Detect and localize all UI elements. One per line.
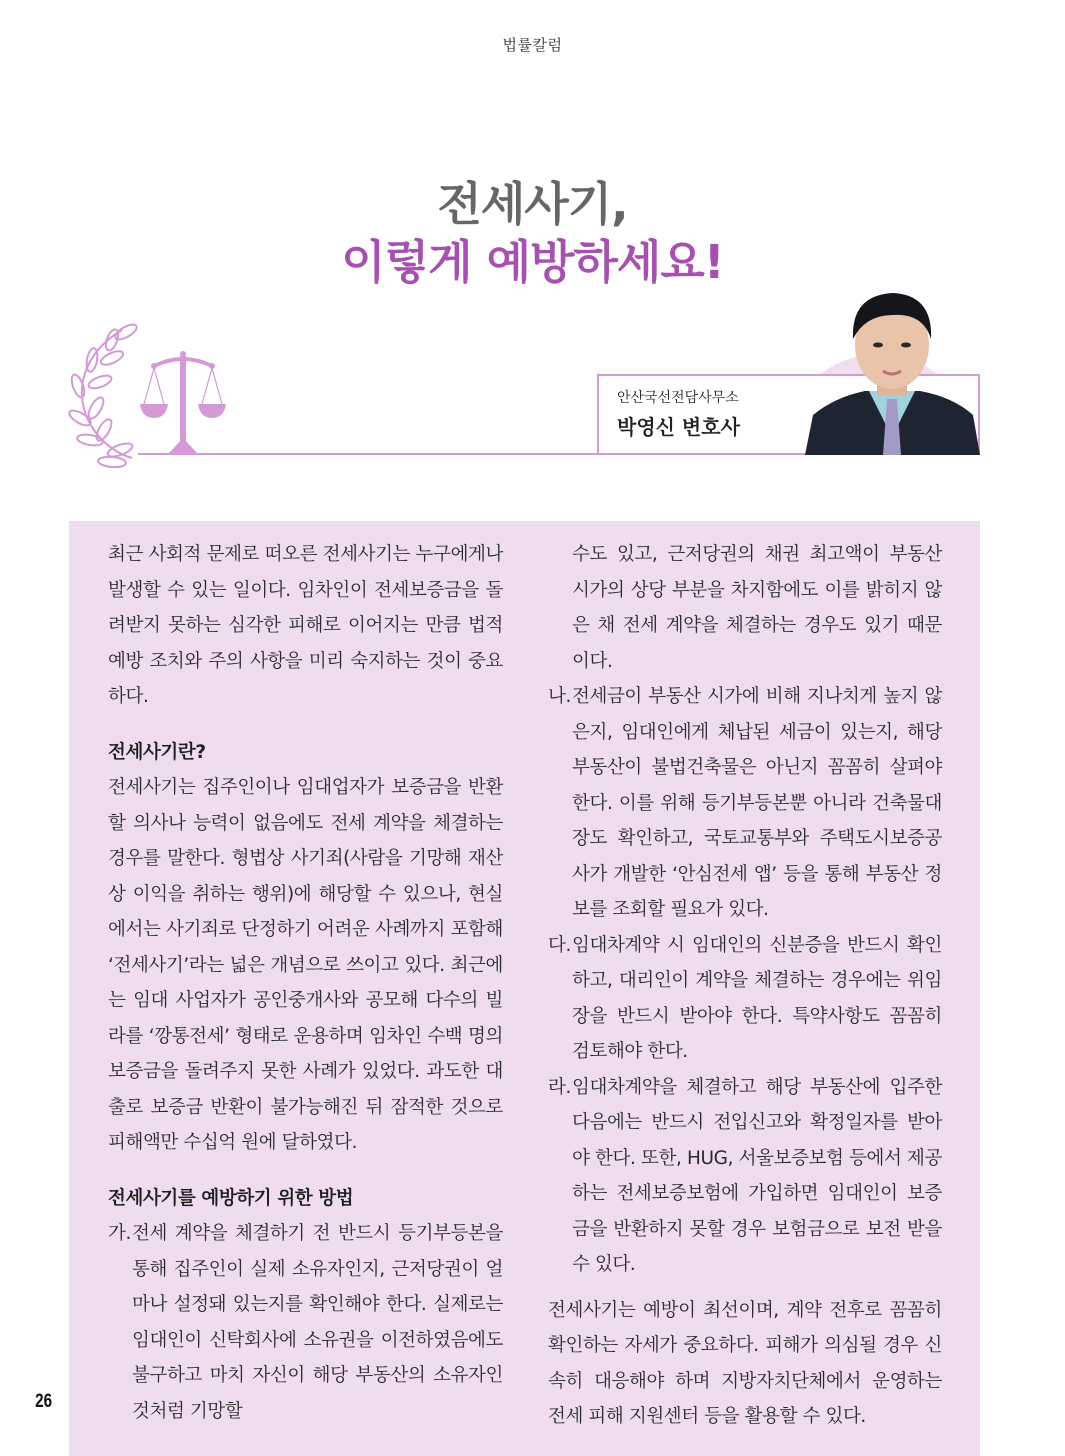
byline-author: 박영신 변호사	[617, 415, 740, 439]
article-column-left	[108, 537, 503, 1429]
list-item-text: 전세 계약을 체결하기 전 반드시 등기부등본을 통해 집주인이 실제 소유자인지, 근저당권이 얼마나 설정돼 있는지를 확인해야 한다. 실제로는 임대인이 신탁회사에 소유권을 이전하였음에도 불구하고 마치 자신이 해당 부동산의 소유자인 것처럼 기망할	[132, 1223, 503, 1422]
section-heading-what-is: 전세사기란?	[108, 741, 206, 763]
laurel-scales-illustration	[60, 318, 270, 468]
author-photo	[805, 287, 980, 455]
conclusion-paragraph: 전세사기는 예방이 최선이며, 계약 전후로 꼼꼼히 확인하는 자세가 중요하다. 피해가 의심될 경우 신속히 대응해야 하며 지방자치단체에서 운영하는 전세 피해 지원센터 등을 활용할 수 있다.	[548, 1299, 942, 1427]
list-marker: 가.	[108, 1223, 131, 1244]
intro-paragraph: 최근 사회적 문제로 떠오른 전세사기는 누구에게나 발생할 수 있는 일이다. 임차인이 전세보증금을 돌려받지 못하는 심각한 피해로 이어지는 만큼 법적 예방 조치와 주의 사항을 미리 숙지하는 것이 중요하다.	[108, 544, 503, 707]
list-marker: 다.	[548, 934, 571, 956]
list-item-text: 수도 있고, 근저당권의 채권 최고액이 부동산 시가의 상당 부분을 차지함에도 이를 밝히지 않은 채 전세 계약을 체결하는 경우도 있기 때문이다.	[572, 544, 942, 672]
page-number: 26	[35, 1391, 53, 1412]
laurel-branch-icon	[67, 322, 139, 468]
list-marker: 나.	[548, 686, 571, 707]
page-title-line1: 전세사기,	[437, 177, 628, 231]
section-label: 법률칼럼	[502, 36, 563, 54]
prevention-item-ga-continued	[548, 537, 942, 679]
list-item-text: 임대차계약을 체결하고 해당 부동산에 입주한 다음에는 반드시 전입신고와 확정일자를 받아야 한다. 또한, HUG, 서울보증보험 등에서 제공하는 전세보증보험에 가입하면 임대인이 보증금을 반환하지 못할 경우 보험금으로 보전 받을 수 있다.	[572, 1076, 942, 1275]
section-body-what-is: 전세사기는 집주인이나 임대업자가 보증금을 반환할 의사나 능력이 없음에도 전세 계약을 체결하는 경우를 말한다. 형법상 사기죄(사람을 기망해 재산상 이익을 취하는 행위)에 해당할 수 있으나, 현실에서는 사기죄로 단정하기 어려운 사례까지 포함해 ‘전세사기’라는 넓은 개념으로 쓰이고 있다. 최근에는 임대 사업자가 공인중개사와 공모해 다수의 빌라를 ‘깡통전세’ 형태로 운용하며 임차인 수백 명의 보증금을 돌려주지 못한 사례가 있었다. 과도한 대출로 보증금 반환이 불가능해진 뒤 잠적한 것으로 피해액만 수십억 원에 달하였다.	[108, 777, 503, 1153]
prevention-item-na	[548, 679, 942, 928]
list-item-text: 전세금이 부동산 시가에 비해 지나치게 높지 않은지, 임대인에게 체납된 세금이 있는지, 해당 부동산이 불법건축물은 아닌지 꼼꼼히 살펴야 한다. 이를 위해 등기부등본뿐 아니라 건축물대장도 확인하고, 국토교통부와 주택도시보증공사가 개발한 ‘안심전세 앱’ 등을 통해 부동산 정보를 조회할 필요가 있다.	[572, 686, 942, 920]
scales-of-justice-icon	[140, 351, 226, 454]
prevention-item-da	[548, 928, 942, 1070]
list-item-text: 임대차계약 시 임대인의 신분증을 반드시 확인하고, 대리인이 계약을 체결하는 경우에는 위임장을 반드시 받아야 한다. 특약사항도 꼼꼼히 검토해야 한다.	[572, 934, 942, 1062]
section-heading-prevention: 전세사기를 예방하기 위한 방법	[108, 1187, 354, 1209]
byline-organization: 안산국선전담사무소	[617, 390, 739, 406]
list-marker: 라.	[548, 1076, 571, 1098]
article-column-right	[548, 537, 942, 1435]
prevention-item-ra	[548, 1070, 942, 1283]
prevention-item-ga	[108, 1216, 503, 1429]
header-divider	[138, 453, 600, 455]
page-title-line2: 이렇게 예방하세요!	[341, 235, 724, 289]
